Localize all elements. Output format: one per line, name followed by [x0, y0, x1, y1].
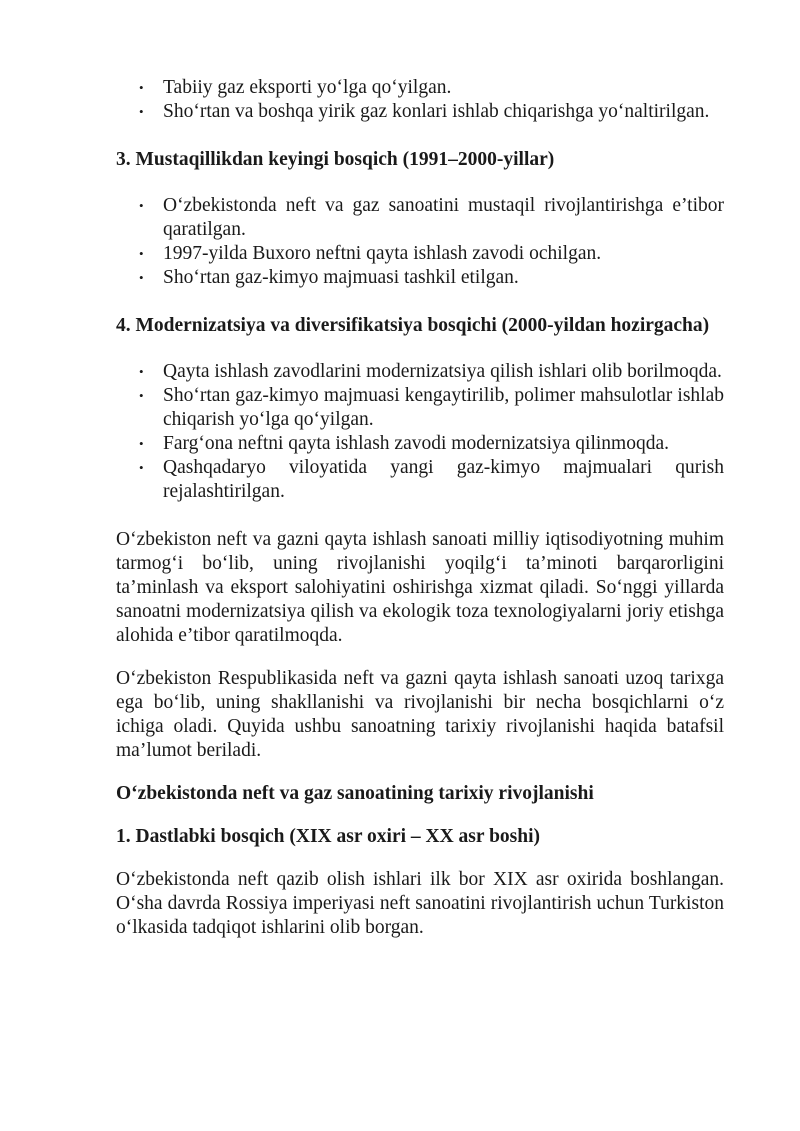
document-page [116, 76, 724, 940]
bullet-icon: • [139, 246, 144, 261]
list-item: • Tabiiy gaz eksporti yo‘lga qo‘yilgan. [139, 77, 452, 98]
bullet-icon: • [139, 388, 144, 403]
list-item: • 1997-yilda Buxoro neftni qayta ishlash zavodi ochilgan. [139, 243, 602, 264]
section-4-heading: 4. Modernizatsiya va diversifikatsiya bosqichi (2000-yildan hozirgacha) [116, 315, 710, 336]
stage-1-heading: 1. Dastlabki bosqich (XIX asr oxiri – XX asr boshi) [116, 826, 541, 847]
list-item: • Farg‘ona neftni qayta ishlash zavodi modernizatsiya qilinmoqda. [139, 433, 669, 454]
bullet-icon: • [139, 270, 144, 285]
history-title: O‘zbekistonda neft va gaz sanoatining tarixiy rivojlanishi [116, 783, 594, 804]
bullet-icon: • [139, 364, 144, 379]
section-3-heading: 3. Mustaqillikdan keyingi bosqich (1991–2000-yillar) [116, 149, 555, 170]
list-item: • Sho‘rtan gaz-kimyo majmuasi kengaytirilib, polimer mahsulotlar ishlab chiqarish yo‘lga qo‘yilgan. [139, 385, 724, 430]
bullet-list-top [116, 76, 724, 124]
section-3-list [116, 194, 724, 290]
list-item: • O‘zbekistonda neft va gaz sanoatini mustaqil rivojlantirishga e’tibor qaratilgan. [139, 195, 724, 240]
paragraph-industry-importance: O‘zbekiston neft va gazni qayta ishlash sanoati milliy iqtisodiyotning muhim tarmog‘i bo‘lib, uning rivojlanishi yoqilg‘i ta’minoti barqarorligini ta’minlash va eksport salohiyatini oshirishga xizmat qiladi. So‘nggi yillarda sanoatni modernizatsiya qilish va ekologik toza texnologiyalarni joriy etishga alohida e’tibor qaratilmoqda. [116, 529, 724, 646]
section-4-list [116, 360, 724, 504]
bullet-icon: • [139, 104, 144, 119]
bullet-icon: • [139, 436, 144, 451]
bullet-icon: • [139, 198, 144, 213]
list-item: • Qashqadaryo viloyatida yangi gaz-kimyo majmualari qurish rejalashtirilgan. [139, 457, 724, 502]
paragraph-history-intro: O‘zbekiston Respublikasida neft va gazni qayta ishlash sanoati uzoq tarixga ega bo‘lib, uning shakllanishi va rivojlanishi bir necha bosqichlarni o‘z ichiga oladi. Quyida ushbu sanoatning tarixiy rivojlanishi haqida batafsil ma’lumot beriladi. [116, 668, 724, 761]
list-item: • Qayta ishlash zavodlarini modernizatsiya qilish ishlari olib borilmoqda. [139, 361, 722, 382]
list-item: • Sho‘rtan gaz-kimyo majmuasi tashkil etilgan. [139, 267, 519, 288]
stage-1-paragraph: O‘zbekistonda neft qazib olish ishlari ilk bor XIX asr oxirida boshlangan. O‘sha davrda Rossiya imperiyasi neft sanoatini rivojlantirish uchun Turkiston o‘lkasida tadqiqot ishlarini olib borgan. [116, 869, 724, 938]
list-item: • Sho‘rtan va boshqa yirik gaz konlari ishlab chiqarishga yo‘naltirilgan. [139, 101, 710, 122]
bullet-icon: • [139, 460, 144, 475]
bullet-icon: • [139, 80, 144, 95]
